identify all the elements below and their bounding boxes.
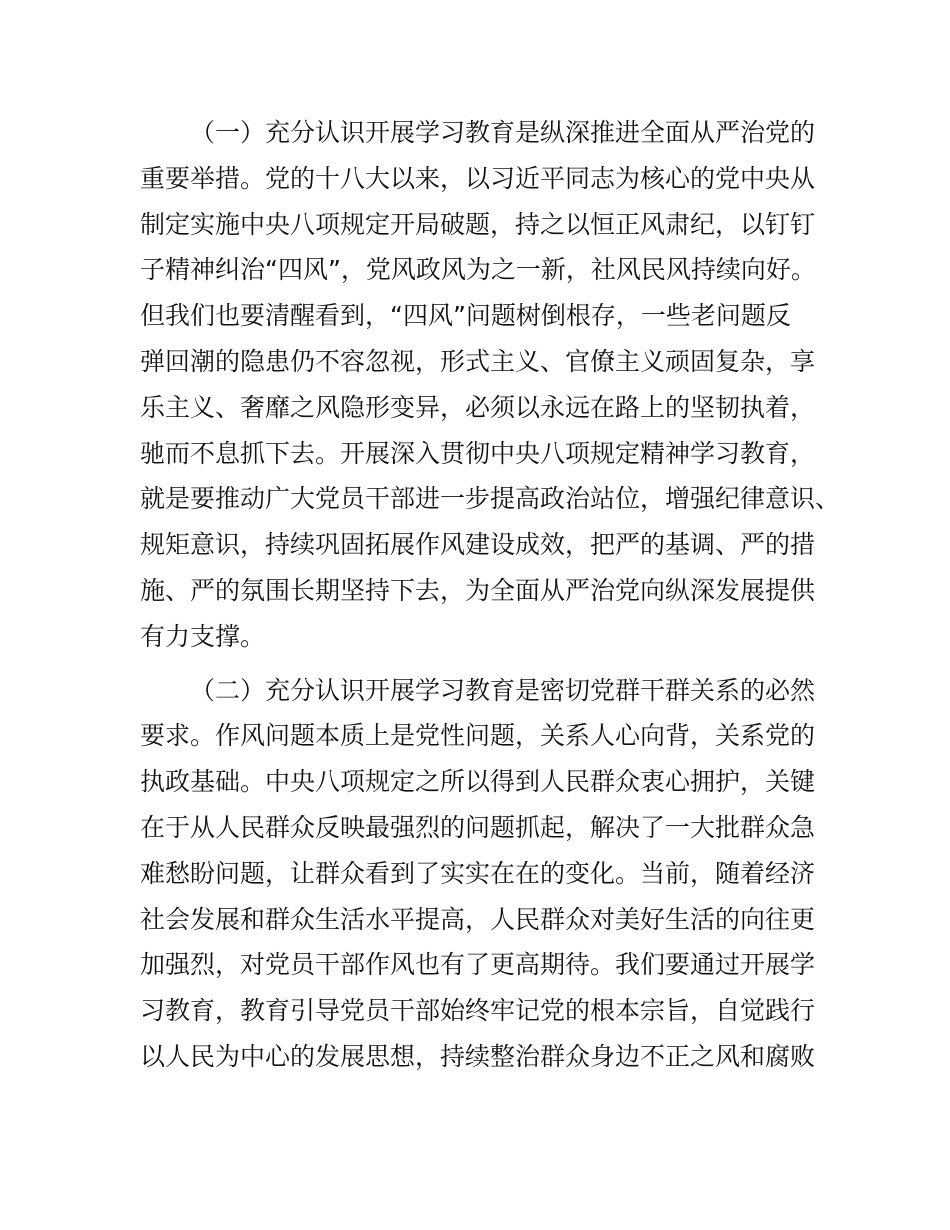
paragraph-line: 有力支撑。 xyxy=(140,621,266,651)
paragraph-line: 但我们也要清醒看到，“四风”问题树倒根存，一些老问题反 xyxy=(140,301,791,331)
paragraph-line: 规矩意识，持续巩固拓展作风建设成效，把严的基调、严的措 xyxy=(140,530,816,560)
paragraph-line: 难愁盼问题，让群众看到了实实在在的变化。当前，随着经济 xyxy=(140,858,816,888)
paragraph-gap xyxy=(140,660,820,668)
paragraph-line: 就是要推动广大党员干部进一步提高政治站位，增强纪律意识、 xyxy=(140,484,841,514)
paragraph-line: 驰而不息抓下去。开展深入贯彻中央八项规定精神学习教育， xyxy=(140,438,816,468)
paragraph-line: 在于从人民群众反映最强烈的问题抓起，解决了一大批群众急 xyxy=(140,812,816,842)
paragraph-line: 执政基础。中央八项规定之所以得到人民群众衷心拥护，关键 xyxy=(140,767,816,797)
paragraph-line: 社会发展和群众生活水平提高，人民群众对美好生活的向往更 xyxy=(140,904,816,934)
paragraph-line: 要求。作风问题本质上是党性问题，关系人心向背，关系党的 xyxy=(140,721,816,751)
paragraph-line: （二）充分认识开展学习教育是密切党群干群关系的必然 xyxy=(190,675,816,705)
paragraph-line: 习教育，教育引导党员干部始终牢记党的根本宗旨，自觉践行 xyxy=(140,996,816,1026)
paragraph-line: 施、严的氛围长期坚持下去，为全面从严治党向纵深发展提供 xyxy=(140,575,816,605)
paragraph-line: 制定实施中央八项规定开局破题，持之以恒正风肃纪，以钉钉 xyxy=(140,209,816,239)
paragraph-line: 以人民为中心的发展思想，持续整治群众身边不正之风和腐败 xyxy=(140,1041,816,1071)
paragraph-line: 弹回潮的隐患仍不容忽视，形式主义、官僚主义顽固复杂，享 xyxy=(140,346,816,376)
paragraph-line: 重要举措。党的十八大以来，以习近平同志为核心的党中央从 xyxy=(140,163,816,193)
paragraph-line: 乐主义、奢靡之风隐形变异，必须以永远在路上的坚韧执着， xyxy=(140,392,816,422)
paragraph-2 xyxy=(140,668,820,1080)
paragraph-1 xyxy=(140,110,841,660)
paragraph-line: 子精神纠治“四风”，党风政风为之一新，社风民风持续向好。 xyxy=(140,255,816,285)
document-body xyxy=(140,110,841,1080)
paragraph-line: （一）充分认识开展学习教育是纵深推进全面从严治党的 xyxy=(190,118,816,147)
paragraph-line: 加强烈，对党员干部作风也有了更高期待。我们要通过开展学 xyxy=(140,950,816,980)
